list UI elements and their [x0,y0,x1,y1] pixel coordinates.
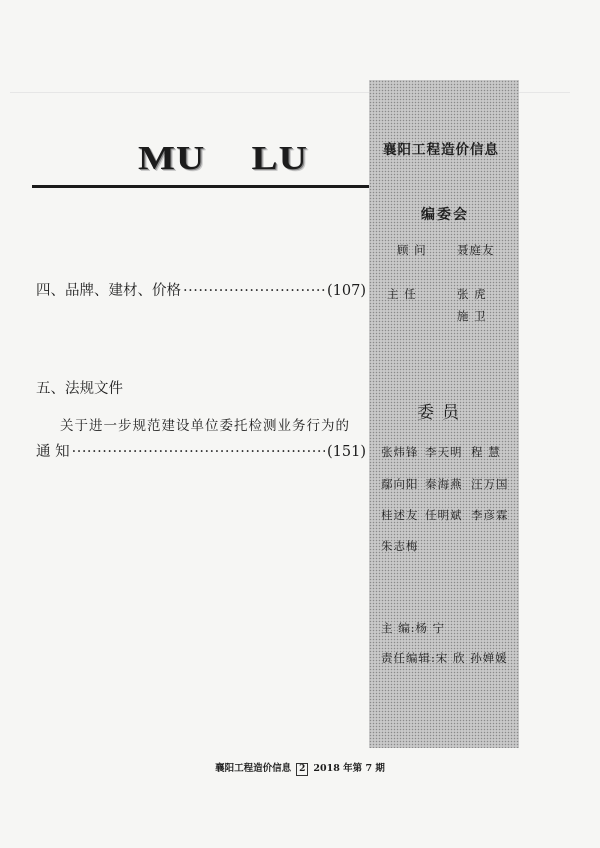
editorial-board-panel [369,80,519,748]
toc-item-page: (107) [327,283,366,299]
toc-item-5a[interactable] [36,440,366,461]
member-name: 鄢向阳 [381,477,419,491]
toc-item-5a-line1[interactable]: 关于进一步规范建设单位委托检测业务行为的 [60,418,350,434]
toc-item-4[interactable] [36,279,366,300]
member-name: 张炜锋 [381,445,419,459]
responsible-editors: 责任编辑:宋 欣 孙婵媛 [381,651,508,665]
page-title [138,140,308,178]
dot-leader [183,283,325,299]
footer-page-number: 2 [296,763,308,776]
board-heading: 编委会 [421,207,469,223]
advisor-role: 顾 问 [397,243,427,257]
publication-name: 襄阳工程造价信息 [383,142,499,158]
director-name-2: 施 卫 [457,309,487,323]
director-name-1: 张 虎 [457,287,487,301]
toc-item-page: (151) [327,444,366,460]
member-name: 桂述友 [381,508,419,522]
member-name: 李天明 [425,445,463,459]
title-left: MU [138,140,206,177]
member-name: 汪万国 [471,477,509,491]
chief-editor: 主 编:杨 宁 [381,621,446,635]
members-heading: 委员 [417,403,467,423]
member-name: 朱志梅 [381,539,419,553]
toc-item-label: 四、品牌、建材、价格 [36,283,181,299]
title-right: LU [251,140,309,177]
member-name: 李彦霖 [471,508,509,522]
toc-item-label: 通 知 [36,444,70,460]
advisor-name: 聂庭友 [457,243,495,257]
section-heading-5: 五、法规文件 [36,381,123,397]
footer-issue: 2018 年第 7 期 [313,763,385,774]
member-name: 程 慧 [471,445,501,459]
title-underline [32,185,374,188]
member-name: 秦海燕 [425,477,463,491]
page-footer [0,760,600,776]
director-role: 主 任 [387,287,417,301]
dot-leader [72,444,325,460]
member-name: 任明斌 [425,508,463,522]
footer-publication: 襄阳工程造价信息 [215,763,292,774]
